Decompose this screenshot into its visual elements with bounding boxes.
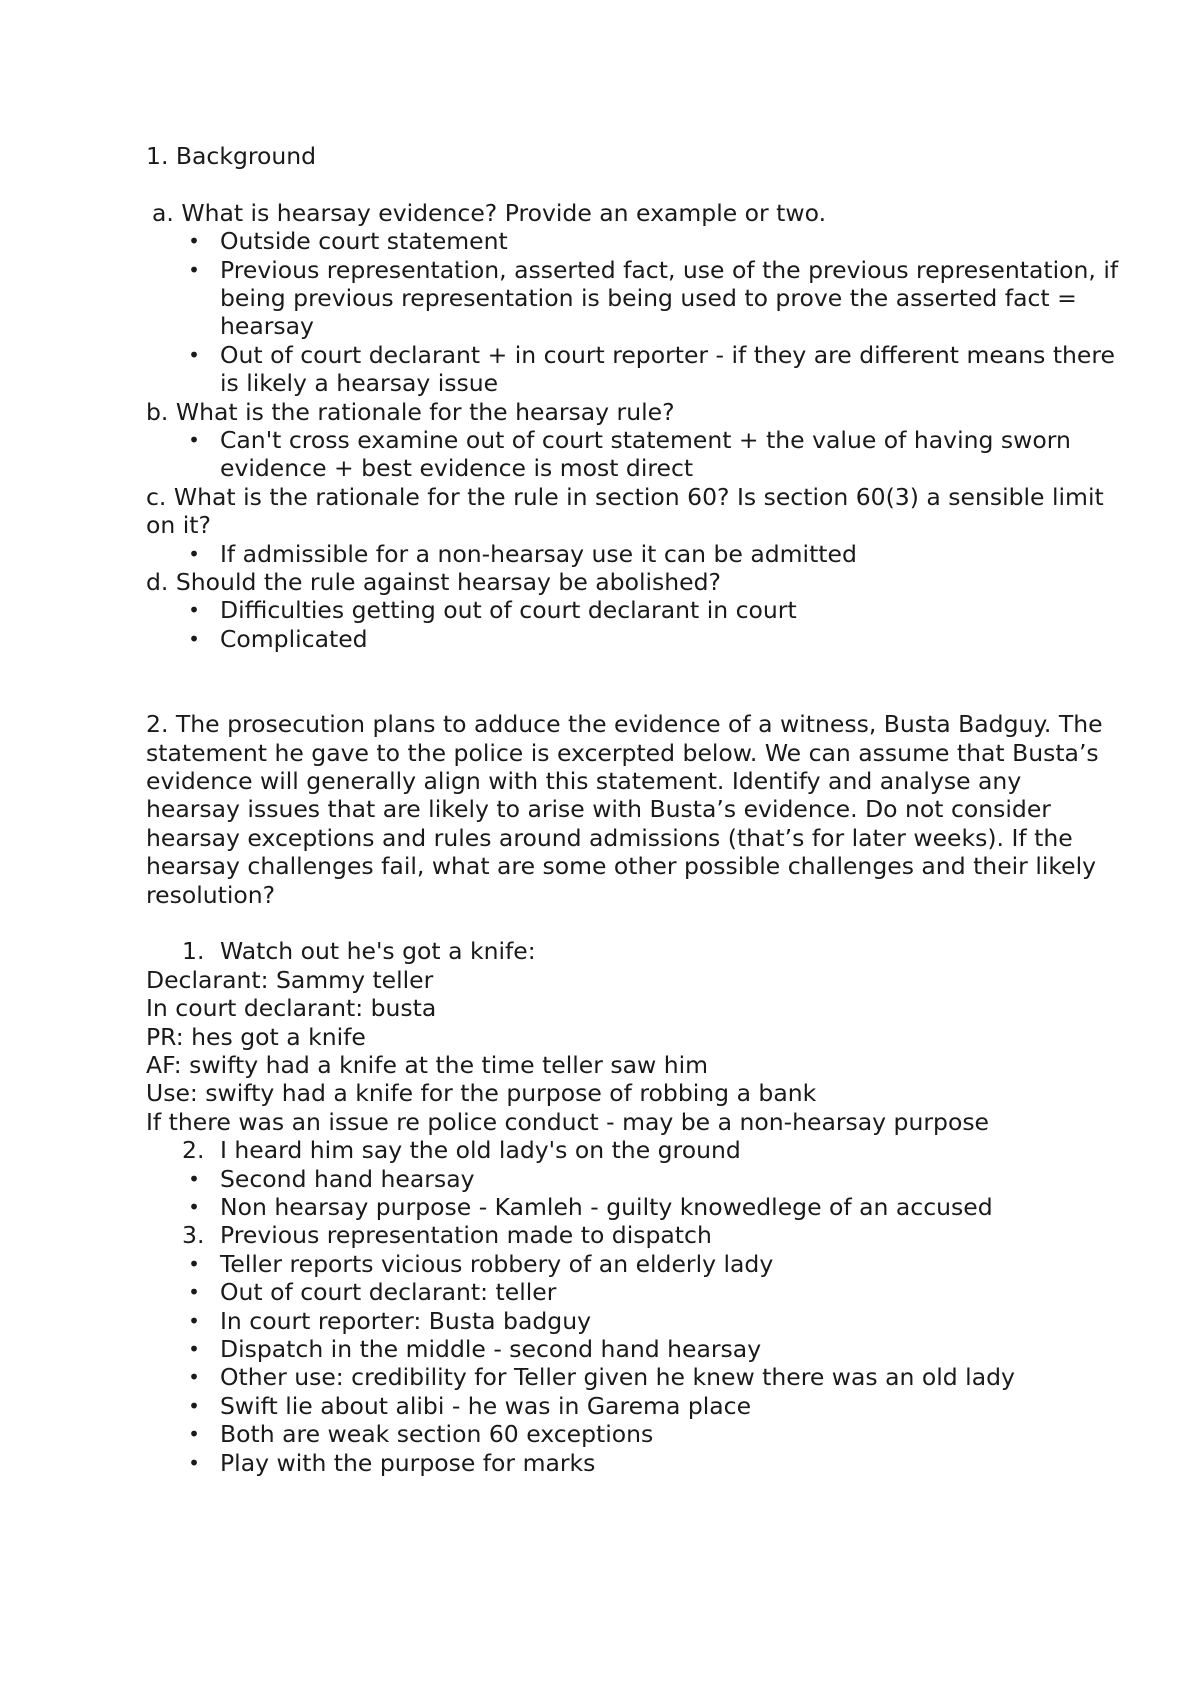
list-item: • Teller reports vicious robbery of an elderly lady [146,1250,1120,1278]
analysis-line: Declarant: Sammy teller [146,965,434,994]
bullet-icon: • [188,257,200,282]
bullet-icon: • [188,1365,200,1390]
bullet-icon: • [188,1337,200,1362]
analysis-line: In court declarant: busta [146,994,437,1023]
analysis-line: If there was an issue re police conduct - may be a non-hearsay purpose [146,1107,990,1136]
list-item: • If admissible for a non-hearsay use it can be admitted [146,540,1120,568]
list-item: • Second hand hearsay [146,1165,1120,1193]
list-item: • Both are weak section 60 exceptions [146,1420,1120,1448]
list-item: • Out of court declarant + in court reporter - if they are different means there is likely a hearsay issue [146,341,1120,398]
item-number: 1. [182,937,205,966]
list-item: • Outside court statement [146,227,1120,255]
list-item: • Previous representation, asserted fact, use of the previous representation, if being previous representation is being used to prove the asserted fact = hearsay [146,256,1120,341]
question-a-answers [146,227,1120,397]
bullet-icon: • [188,1251,200,1276]
question-c-answers [146,540,1120,568]
analysis-line: AF: swifty had a knife at the time teller saw him [146,1050,709,1079]
analysis-line: Use: swifty had a knife for the purpose of robbing a bank [146,1079,817,1108]
question-a: a. What is hearsay evidence? Provide an example or two. [152,198,827,227]
list-item: • Can't cross examine out of court statement + the value of having sworn evidence + best evidence is most direct [146,426,1120,483]
list-item: • Dispatch in the middle - second hand hearsay [146,1335,1120,1363]
list-item: • Swift lie about alibi - he was in Garema place [146,1392,1120,1420]
item-number: 3. [182,1221,205,1250]
list-item: • Difficulties getting out of court declarant in court [146,596,1120,624]
numbered-item-1 [146,937,1120,965]
question-d-answers [146,596,1120,653]
bullet-icon: • [188,1393,200,1418]
bullet-icon: • [188,626,200,651]
bullet-icon: • [188,428,200,453]
list-item: • Complicated [146,625,1120,653]
question-d: d. Should the rule against hearsay be abolished? [146,568,721,597]
bullet-icon: • [188,1280,200,1305]
item-text: I heard him say the old lady's on the ground [220,1136,741,1165]
bullet-icon: • [188,229,200,254]
list-item: • In court reporter: Busta badguy [146,1307,1120,1335]
item-2-notes [146,1165,1120,1222]
analysis-line: PR: hes got a knife [146,1022,366,1051]
item-3-notes [146,1250,1120,1477]
item-text: Previous representation made to dispatch [220,1221,712,1250]
numbered-item-2 [146,1136,1120,1164]
item-text: Watch out he's got a knife: [220,937,536,966]
list-item: • Non hearsay purpose - Kamleh - guilty knowedlege of an accused [146,1193,1120,1221]
section-1-heading: 1. Background [146,142,317,170]
list-item: • Play with the purpose for marks [146,1449,1120,1477]
question-b-answers [146,426,1120,483]
bullet-icon: • [188,1422,200,1447]
bullet-icon: • [188,598,200,623]
bullet-icon: • [188,1166,200,1191]
numbered-item-3 [146,1221,1120,1249]
section-2-prompt: 2. The prosecution plans to adduce the evidence of a witness, Busta Badguy. The statement he gave to the police is excerpted below. We can assume that Busta’s evidence will generally align with this statement. Identify and analyse any hearsay issues that are likely to arise with Busta’s evidence. Do not consider hearsay exceptions and rules around admissions (that’s for later weeks). If the hearsay challenges fail, what are some other possible challenges and their likely resolution? [146,710,1103,909]
bullet-icon: • [188,342,200,367]
list-item: • Other use: credibility for Teller given he knew there was an old lady [146,1363,1120,1391]
question-b: b. What is the rationale for the hearsay rule? [146,397,675,426]
bullet-icon: • [188,1194,200,1219]
bullet-icon: • [188,1450,200,1475]
question-c: c. What is the rationale for the rule in section 60? Is section 60(3) a sensible limit on it? [146,482,1104,540]
bullet-icon: • [188,541,200,566]
bullet-icon: • [188,1308,200,1333]
item-number: 2. [182,1136,205,1165]
spacer [146,653,1120,710]
spacer [146,909,1120,937]
list-item: • Out of court declarant: teller [146,1278,1120,1306]
spacer [146,170,1120,198]
